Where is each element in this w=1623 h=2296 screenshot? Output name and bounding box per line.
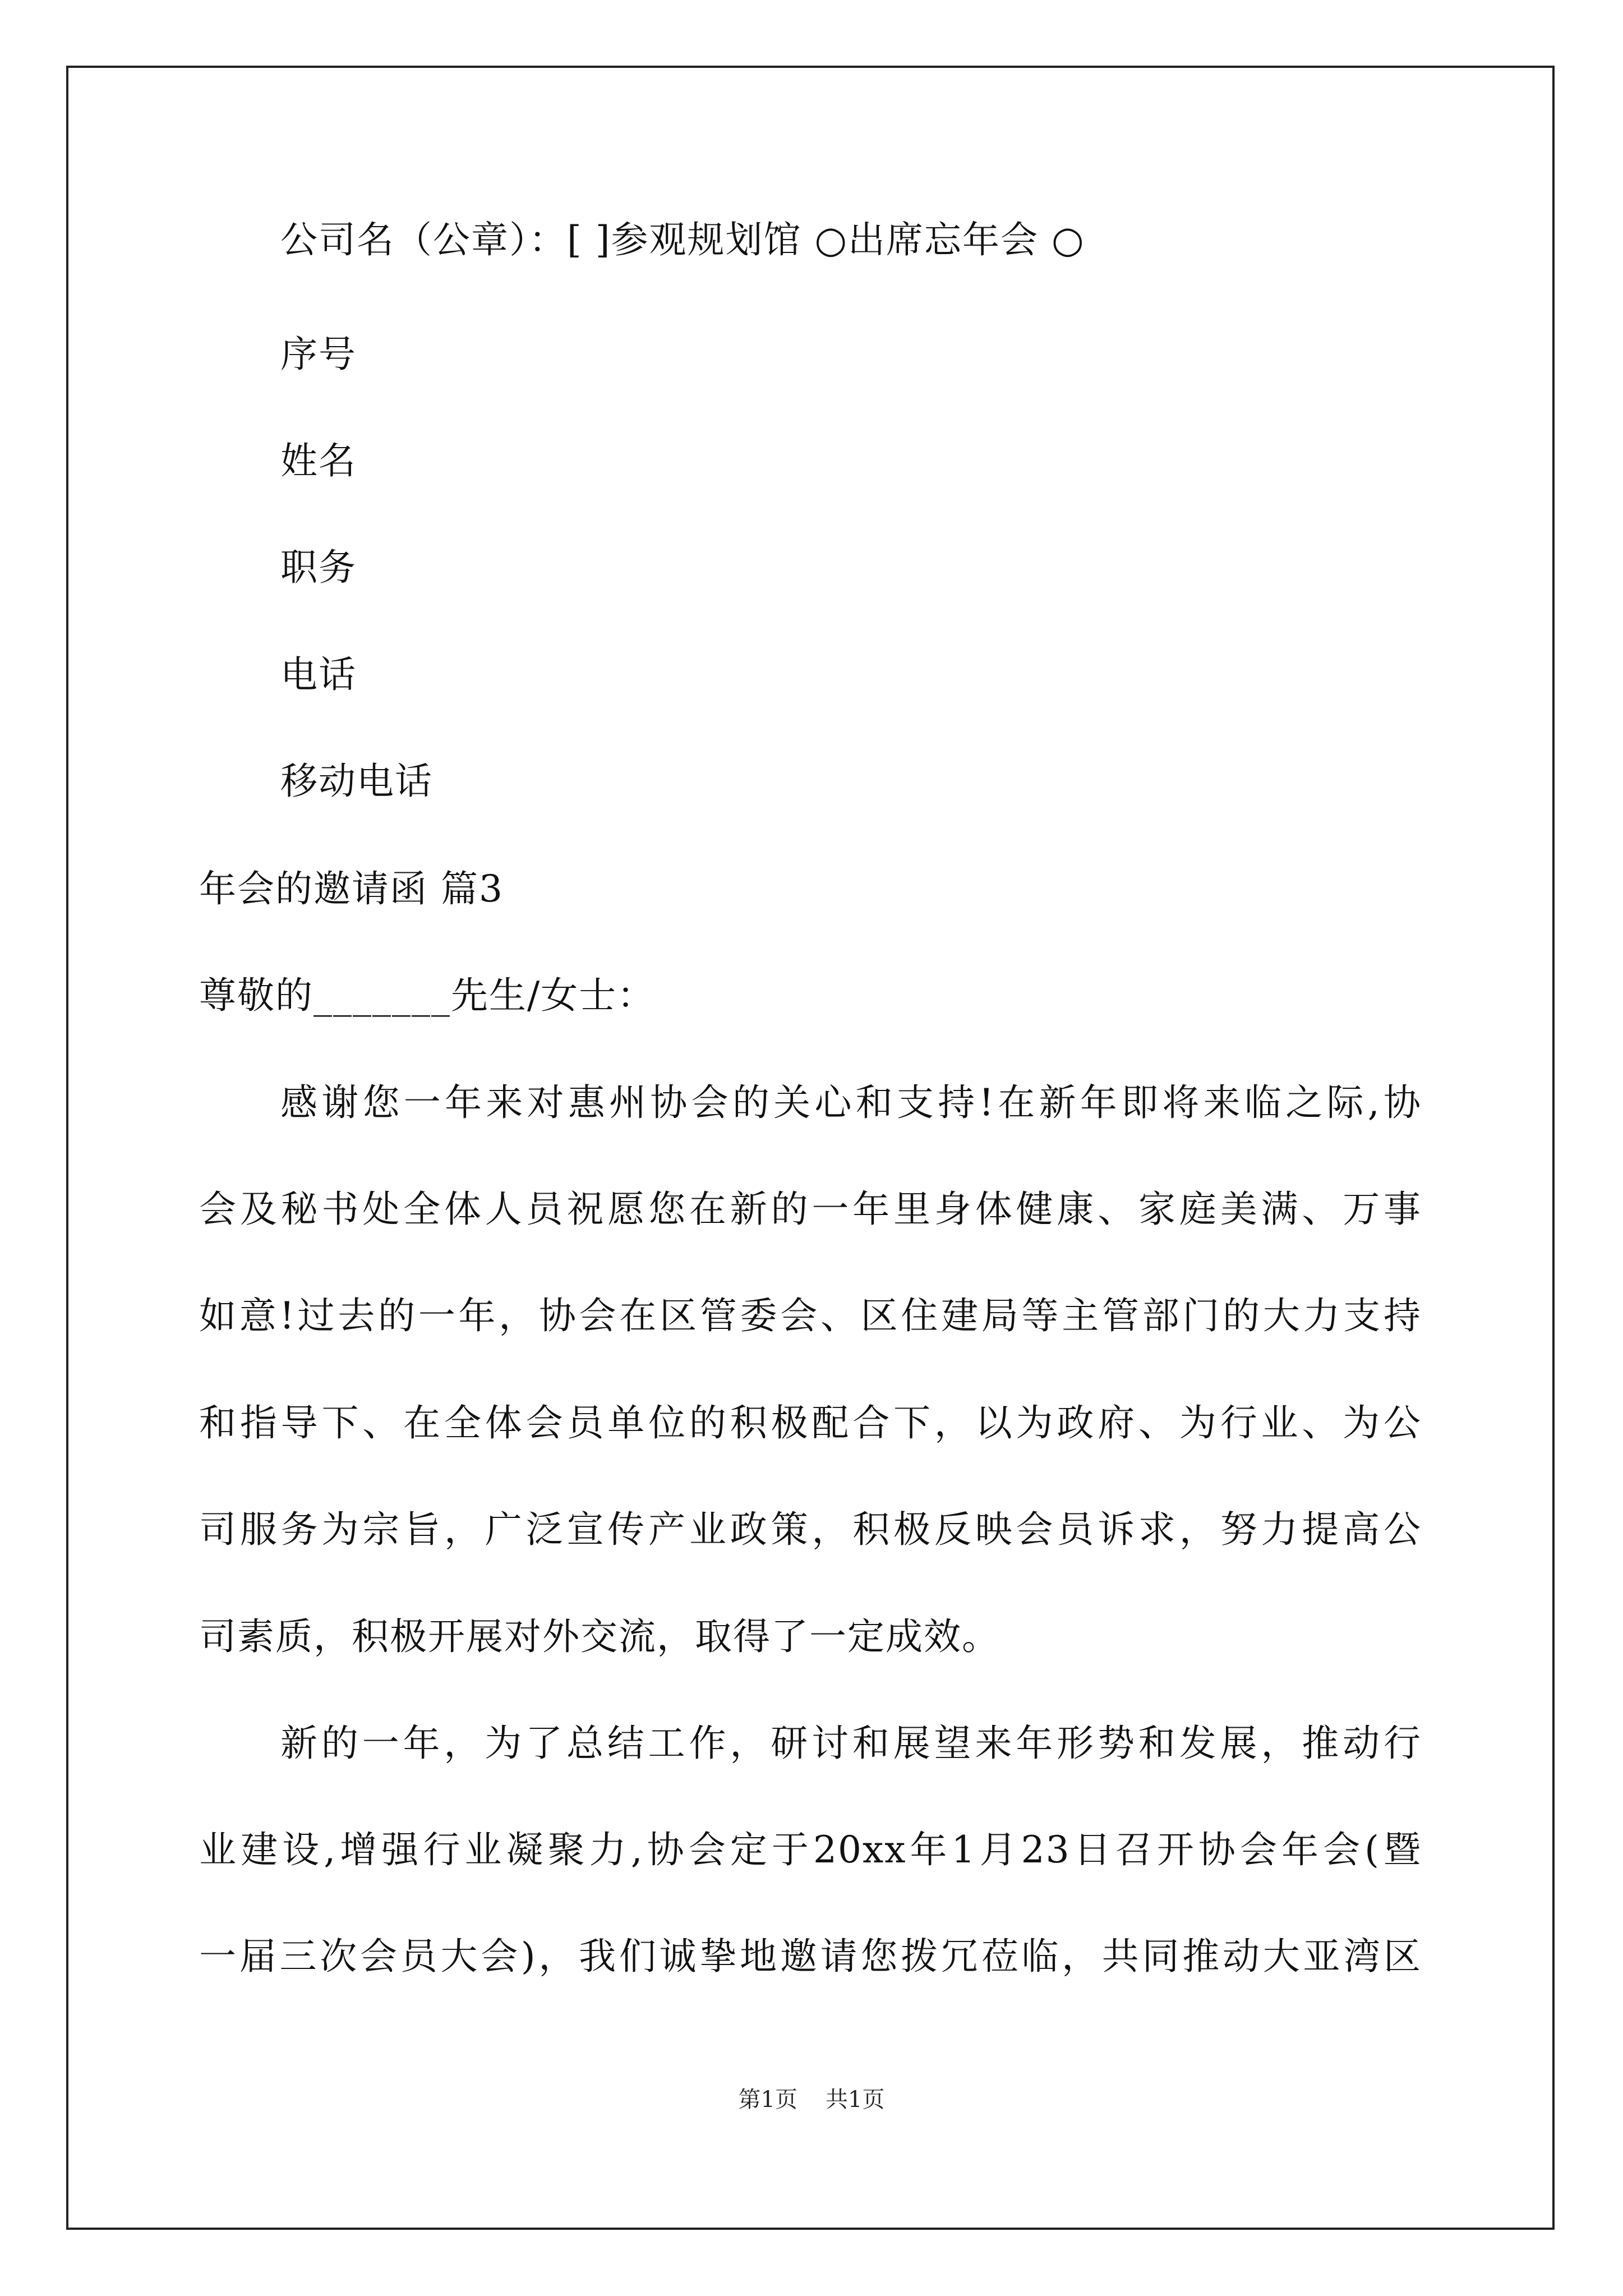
field-serial-number: 序号 [280,333,357,376]
field-position: 职务 [280,546,357,589]
page-number: 第1页 [738,2087,797,2113]
salutation: 尊敬的_______先生/女士： [199,974,656,1017]
page-footer [0,2086,1623,2114]
paragraph-1-line-6: 司素质，积极开展对外交流，取得了一定成效。 [199,1615,1000,1658]
section-heading: 年会的邀请函 篇3 [199,867,504,910]
paragraph-2-line-1: 新的一年，为了总结工作，研讨和展望来年形势和发展，推动行 [280,1722,1422,1765]
page-border [66,66,1555,2230]
paragraph-2-line-2: 业建设,增强行业凝聚力,协会定于20xx年1月23日召开协会年会(暨 [199,1828,1422,1871]
field-name: 姓名 [280,439,357,482]
paragraph-2-line-3: 一届三次会员大会)，我们诚挚地邀请您拨冗莅临，共同推动大亚湾区 [199,1935,1422,1978]
company-name-line: 公司名（公章）：[ ]参观规划馆 ○出席忘年会 ○ [280,218,1085,261]
paragraph-1-line-2: 会及秘书处全体人员祝愿您在新的一年里身体健康、家庭美满、万事 [199,1188,1422,1231]
paragraph-1-line-5: 司服务为宗旨，广泛宣传产业政策，积极反映会员诉求，努力提高公 [199,1508,1422,1551]
paragraph-1-line-4: 和指导下、在全体会员单位的积极配合下，以为政府、为行业、为公 [199,1401,1422,1444]
paragraph-1-line-1: 感谢您一年来对惠州协会的关心和支持!在新年即将来临之际,协 [280,1081,1422,1124]
paragraph-1-line-3: 如意!过去的一年，协会在区管委会、区住建局等主管部门的大力支持 [199,1294,1422,1337]
field-mobile-phone: 移动电话 [280,760,433,803]
field-phone: 电话 [280,653,357,696]
page-total: 共1页 [826,2087,885,2113]
